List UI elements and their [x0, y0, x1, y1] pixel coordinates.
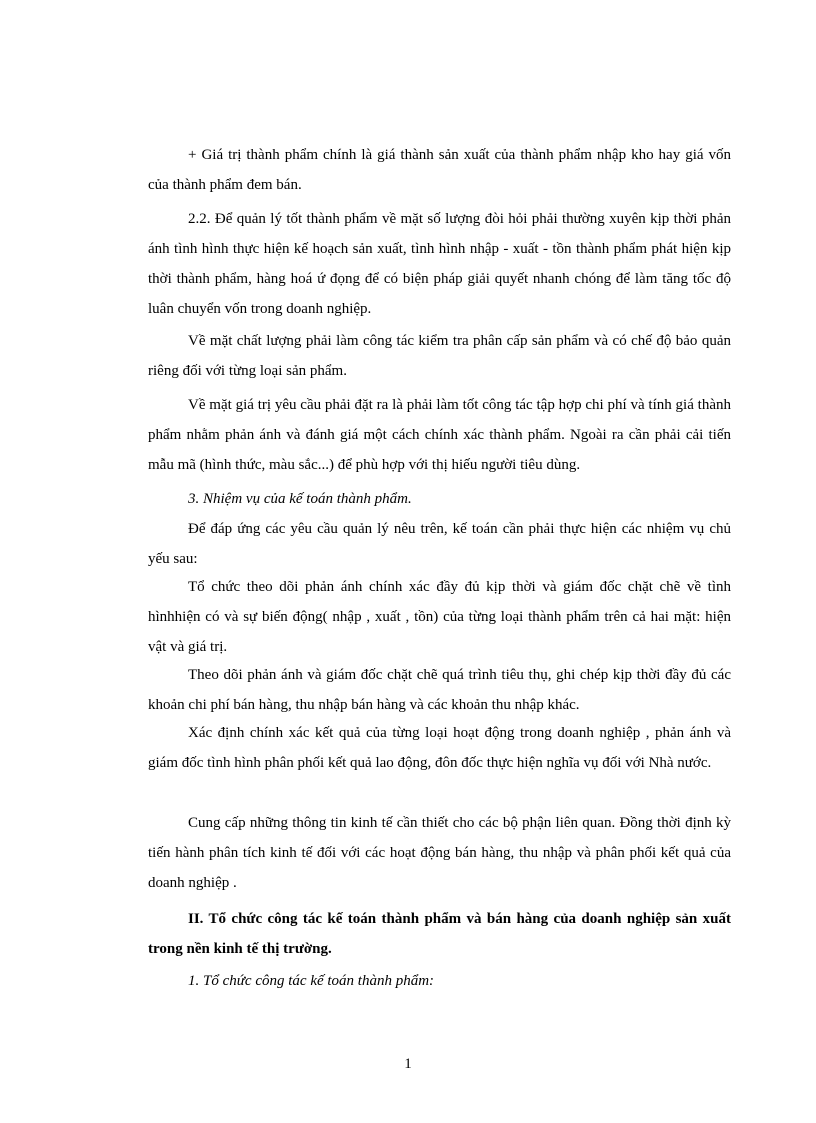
paragraph-task-results: Xác định chính xác kết quả của từng loại hoạt động trong doanh nghiệp , phản ánh và giám đốc tình hình phân phối kết quả lao động, đôn đốc thực hiện nghĩa vụ đối với Nhà nước.: [148, 725, 731, 771]
section-heading-organization: II. Tổ chức công tác kế toán thành phẩm và bán hàng của doanh nghiệp sản xuất trong nền kinh tế thị trường.: [148, 911, 731, 957]
paragraph-quantity-management: 2.2. Để quản lý tốt thành phẩm về mặt số lượng đòi hỏi phải thường xuyên kịp thời phản ánh tình hình thực hiện kế hoạch sản xuất, tình hình nhập - xuất - tồn thành phẩm phát hiện kịp thời thành phẩm, hàng hoá ứ đọng để có biện pháp giải quyết nhanh chóng để làm tăng tốc độ luân chuyển vốn trong doanh nghiệp.: [148, 211, 731, 317]
paragraph-finished-goods-value: + Giá trị thành phẩm chính là giá thành sản xuất của thành phẩm nhập kho hay giá vốn của thành phẩm đem bán.: [148, 147, 731, 193]
section-heading-accounting-tasks: 3. Nhiệm vụ của kế toán thành phẩm.: [188, 491, 412, 507]
paragraph-task-consumption: Theo dõi phản ánh và giám đốc chặt chẽ quá trình tiêu thụ, ghi chép kịp thời đầy đủ các khoản chi phí bán hàng, thu nhập bán hàng và các khoản thu nhập khác.: [148, 667, 731, 713]
page-number: 1: [404, 1056, 412, 1072]
subsection-heading-finished-goods: 1. Tổ chức công tác kế toán thành phẩm:: [188, 973, 435, 989]
paragraph-task-information: Cung cấp những thông tin kinh tế cần thiết cho các bộ phận liên quan. Đồng thời định kỳ tiến hành phân tích kinh tế đối với các hoạt động bán hàng, thu nhập và phân phối kết quả của doanh nghiệp .: [148, 815, 731, 891]
paragraph-task-tracking: Tổ chức theo dõi phản ánh chính xác đầy đủ kịp thời và giám đốc chặt chẽ về tình hìnhhiện có và sự biến động( nhập , xuất , tồn) của từng loại thành phẩm trên cả hai mặt: hiện vật và giá trị.: [148, 579, 731, 655]
paragraph-task-intro: Để đáp ứng các yêu cầu quản lý nêu trên, kế toán cần phải thực hiện các nhiệm vụ chủ yếu sau:: [148, 521, 731, 567]
paragraph-value-management: Về mặt giá trị yêu cầu phải đặt ra là phải làm tốt công tác tập hợp chi phí và tính giá thành phẩm nhằm phản ánh và đánh giá một cách chính xác thành phẩm. Ngoài ra cần phải cải tiến mẫu mã (hình thức, màu sắc...) để phù hợp với thị hiếu người tiêu dùng.: [148, 397, 731, 473]
paragraph-quality-management: Về mặt chất lượng phải làm công tác kiểm tra phân cấp sản phẩm và có chế độ bảo quản riêng đối với từng loại sản phẩm.: [148, 333, 731, 379]
